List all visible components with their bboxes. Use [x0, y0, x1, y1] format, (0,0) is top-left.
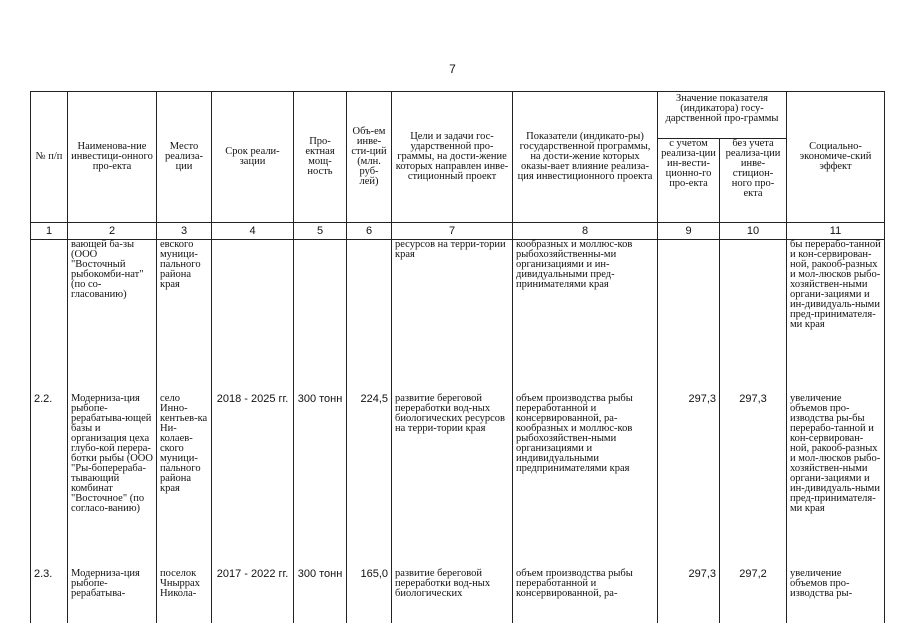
table-row: [31, 240, 885, 388]
project-place: евского муници-пального района края: [157, 240, 212, 388]
header-indicators: Показатели (индикато-ры) государственной программы, на дости-жение которых оказы-вает влияние реализа-ция инвестиционного проекта: [513, 92, 658, 223]
col-number: 9: [658, 223, 720, 240]
header-project-name: Наименова-ние инвестици-онного про-екта: [68, 92, 157, 223]
project-name: Модерниза-ция рыбопе-рерабатыва-ющей базы и организация цеха глубо-кой перера-ботки рыбы (ООО "Ры-боперераба-тывающий комбинат "Восточное" (по согласо-ванию): [68, 388, 157, 563]
col-number: 4: [212, 223, 294, 240]
col-number: 6: [347, 223, 392, 240]
value-with-project: 297,3: [658, 563, 720, 623]
socio-economic-effect: бы перерабо-танной и кон-сервирован-ной, ракооб-разных и мол-люсков рыбо-хозяйствен-ными органи-зациями и ин-дивидуаль-ными пред-принимателя-ми края: [787, 240, 885, 388]
header-term: Срок реали-зации: [212, 92, 294, 223]
project-capacity: [294, 240, 347, 388]
value-with-project: [658, 240, 720, 388]
col-number: 1: [31, 223, 68, 240]
row-number: [31, 240, 68, 388]
project-investment: 165,0: [347, 563, 392, 623]
project-capacity: 300 тонн: [294, 563, 347, 623]
project-place: поселок Чныррах Никола-: [157, 563, 212, 623]
header-capacity: Про-ектная мощ-ность: [294, 92, 347, 223]
header-goals: Цели и задачи гос-ударственной про-граммы, на дости-жение которых направлен инве-стиционный проект: [392, 92, 513, 223]
col-number: 7: [392, 223, 513, 240]
project-investment: [347, 240, 392, 388]
row-number: 2.3.: [31, 563, 68, 623]
col-number: 3: [157, 223, 212, 240]
project-indicators: объем производства рыбы переработанной и консервированной, ра-кообразных и моллюс-ков рыбохозяйствен-ными организациями и индивидуальными предпринимателями края: [513, 388, 658, 563]
project-name: вающей ба-зы (ООО "Восточный рыбокомби-нат" (по со-гласованию): [68, 240, 157, 388]
col-number: 11: [787, 223, 885, 240]
header-without-project: без учета реализа-ции инве-стицион-ного про-екта: [720, 139, 787, 223]
socio-economic-effect: увеличение объемов про-изводства ры-: [787, 563, 885, 623]
header-no: № п/п: [31, 92, 68, 223]
project-goals: развитие береговой переработки вод-ных биологических ресурсов на терри-тории края: [392, 388, 513, 563]
col-number: 5: [294, 223, 347, 240]
value-with-project: 297,3: [658, 388, 720, 563]
project-term: 2018 - 2025 гг.: [212, 388, 294, 563]
row-number: 2.2.: [31, 388, 68, 563]
value-without-project: 297,3: [720, 388, 787, 563]
project-goals: развитие береговой переработки вод-ных биологических: [392, 563, 513, 623]
table-row: [31, 563, 885, 623]
project-place: село Инно-кентьев-ка Ни-колаев-ского муници-пального района края: [157, 388, 212, 563]
col-number: 10: [720, 223, 787, 240]
investment-projects-table: [30, 91, 885, 623]
value-without-project: 297,2: [720, 563, 787, 623]
header-with-project: с учетом реализа-ции ин-вести-ционно-го про-екта: [658, 139, 720, 223]
project-capacity: 300 тонн: [294, 388, 347, 563]
project-name: Модерниза-ция рыбопе-рерабатыва-: [68, 563, 157, 623]
header-effect: Социально-экономиче-ский эффект: [787, 92, 885, 223]
header-place: Место реализа-ции: [157, 92, 212, 223]
project-indicators: кообразных и моллюс-ков рыбохозяйственны-ми организациями и ин-дивидуальными пред-принимателями края: [513, 240, 658, 388]
header-investment: Объ-ем инве-сти-ций (млн. руб-лей): [347, 92, 392, 223]
project-goals: ресурсов на терри-тории края: [392, 240, 513, 388]
project-investment: 224,5: [347, 388, 392, 563]
page-number: 7: [449, 62, 456, 76]
col-number: 8: [513, 223, 658, 240]
project-term: 2017 - 2022 гг.: [212, 563, 294, 623]
value-without-project: [720, 240, 787, 388]
socio-economic-effect: увеличение объемов про-изводства ры-бы перерабо-танной и кон-сервирован-ной, ракооб-разных и мол-люсков рыбо-хозяйствен-ными органи-зациями и ин-дивидуаль-ными пред-принимателя-ми края: [787, 388, 885, 563]
table-row: [31, 388, 885, 563]
header-indicator-value: Значение показателя (индикатора) госу-дарственной про-граммы: [658, 92, 787, 139]
project-indicators: объем производства рыбы переработанной и консервированной, ра-: [513, 563, 658, 623]
project-term: [212, 240, 294, 388]
col-number: 2: [68, 223, 157, 240]
